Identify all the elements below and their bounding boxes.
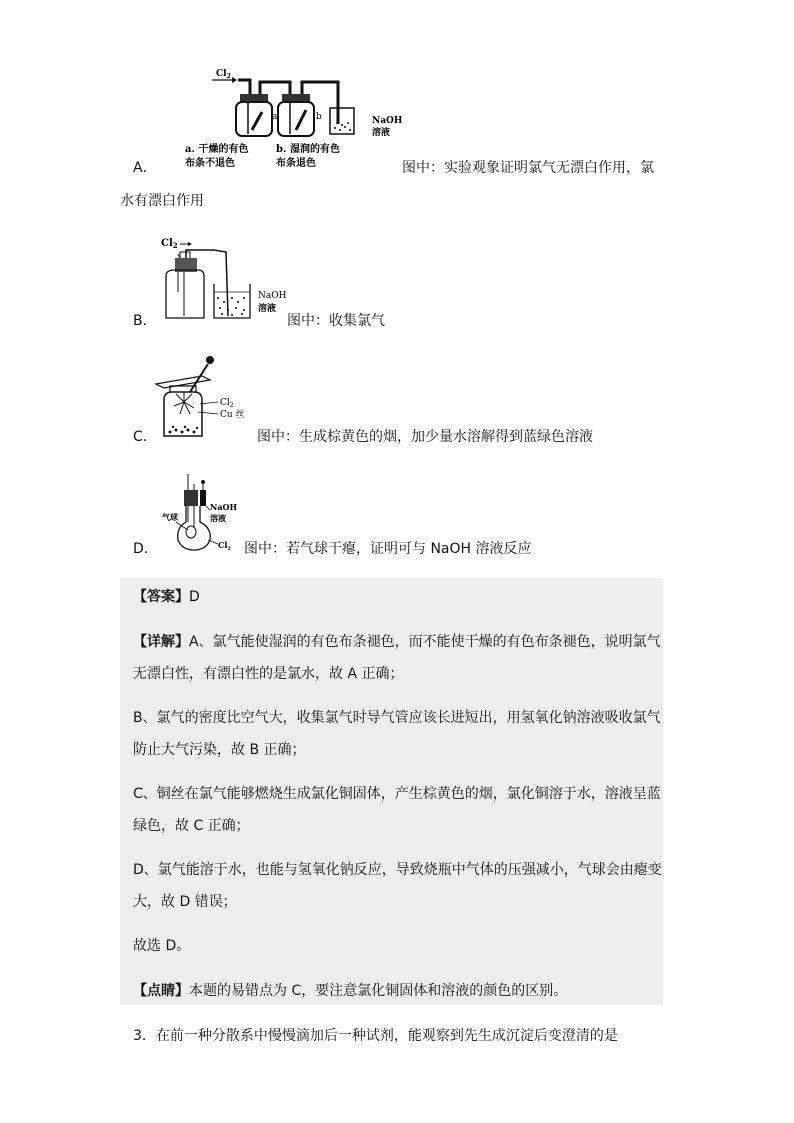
detail-d-line-1: D、氯气能溶于水，也能与氢氧化钠反应，导致烧瓶中气体的压强减小，气球会由瘪变 bbox=[133, 862, 662, 878]
figure-c-apparatus bbox=[152, 350, 252, 442]
option-a-label: A． bbox=[133, 160, 157, 176]
figure-d-apparatus bbox=[158, 470, 244, 554]
fig-a-note-a2: 布条不退色 bbox=[185, 158, 235, 169]
fig-a-label-a: a bbox=[272, 112, 278, 122]
detail-b-line-2: 防止大气污染，故 B 正确； bbox=[133, 742, 306, 758]
option-a-caption-1: 图中：实验观象证明氯气无漂白作用，氯 bbox=[402, 160, 654, 176]
answer-line bbox=[133, 587, 200, 607]
figure-a-apparatus bbox=[180, 64, 420, 174]
option-d-label: D． bbox=[133, 541, 158, 557]
fig-d-reagent-2: 溶液 bbox=[210, 513, 226, 523]
fig-d-gas-label: $Cl_2$ bbox=[218, 540, 231, 552]
detail-c-line-1: C、铜丝在氯气能够燃烧生成氯化铜固体，产生棕黄色的烟，氯化铜溶于水，溶液呈蓝 bbox=[133, 786, 661, 802]
question-3: 3．在前一种分散系中慢慢滴加后一种试剂，能观察到先生成沉淀后变澄清的是 bbox=[133, 1028, 618, 1044]
fig-c-wire-label: Cu 丝 bbox=[220, 410, 245, 420]
option-b-label: B． bbox=[133, 313, 157, 329]
fig-c-gas-label: $Cl_2$ bbox=[220, 398, 234, 409]
fig-d-balloon-label: 气球 bbox=[162, 512, 178, 522]
fig-b-reagent-1: NaOH bbox=[258, 291, 287, 301]
detail-a-line-2: 无漂白性，有漂白性的是氯水，故 A 正确； bbox=[133, 666, 404, 682]
detail-b-line-1: B、氯气的密度比空气大，收集氯气时导气管应该长进短出，用氢氧化钠溶液吸收氯气 bbox=[133, 710, 661, 726]
detail-d-line-2: 大，故 D 错误； bbox=[133, 894, 237, 910]
conclusion-line: 故选 D。 bbox=[133, 938, 191, 954]
figure-b-apparatus bbox=[158, 232, 288, 324]
fig-a-reagent-2: 溶液 bbox=[372, 128, 391, 138]
fig-b-gas-label: $Cl_2$ bbox=[161, 238, 178, 250]
fig-a-note-a1: a. 干燥的有色 bbox=[185, 144, 249, 155]
answer-value: D bbox=[189, 589, 200, 605]
detail-a-line-1: 【详解】A、氯气能使湿润的有色布条褪色，而不能使干燥的有色布条褪色，说明氯气 bbox=[133, 634, 661, 650]
fig-a-note-b1: b. 湿润的有色 bbox=[276, 144, 340, 155]
fig-b-reagent-2: 溶液 bbox=[258, 304, 277, 314]
option-c-label: C． bbox=[133, 429, 157, 445]
tip-line: 【点睛】本题的易错点为 C，要注意氯化铜固体和溶液的颜色的区别。 bbox=[133, 983, 568, 999]
option-a-caption-2: 水有漂白作用 bbox=[120, 193, 204, 209]
option-b-caption: 图中：收集氯气 bbox=[287, 313, 385, 329]
option-c-caption: 图中：生成棕黄色的烟，加少量水溶解得到蓝绿色溶液 bbox=[257, 429, 593, 445]
fig-a-note-b2: 布条退色 bbox=[276, 158, 316, 169]
fig-d-reagent-1: NaOH bbox=[210, 502, 238, 512]
fig-a-label-b: b bbox=[316, 112, 322, 122]
fig-a-gas-label: $Cl_2$ bbox=[216, 69, 231, 80]
answer-tag: 【答案】 bbox=[133, 589, 189, 605]
detail-c-line-2: 绿色，故 C 正确； bbox=[133, 818, 250, 834]
detail-tag: 【详解】 bbox=[133, 634, 189, 650]
fig-a-reagent-1: NaOH bbox=[372, 116, 403, 126]
option-d-caption: 图中：若气球干瘪，证明可与 NaOH 溶液反应 bbox=[244, 541, 532, 557]
tip-tag: 【点睛】 bbox=[133, 983, 189, 999]
